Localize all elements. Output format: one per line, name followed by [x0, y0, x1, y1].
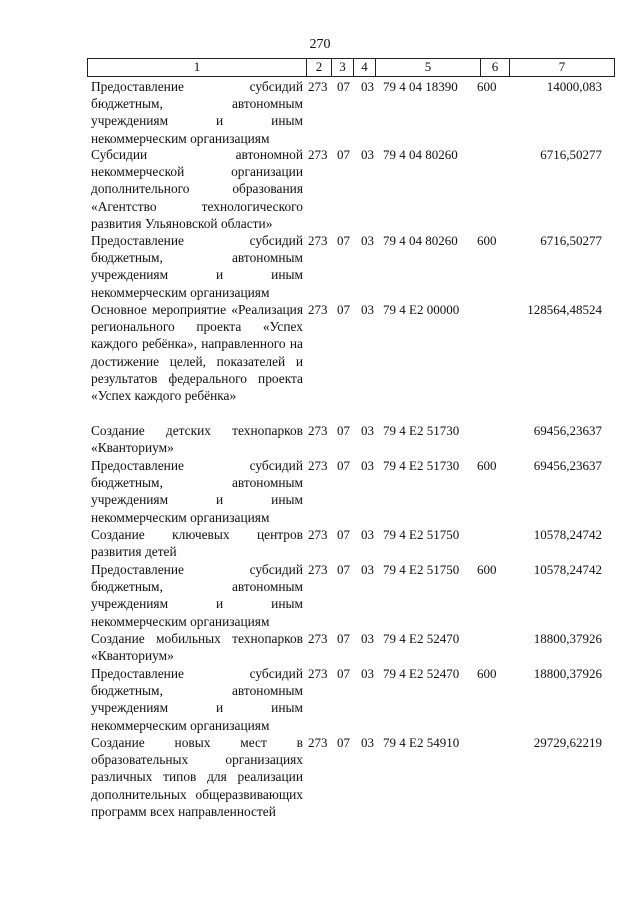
row-col-7: 6716,50277: [540, 233, 602, 248]
row-col-2: 273: [308, 79, 328, 94]
row-description: Предоставление субсидий бюджетным, автономным учреждениям и иным некоммерческим организациям: [91, 458, 303, 525]
table-row: [0, 665, 640, 734]
row-col-3: 07: [337, 79, 350, 94]
row-col-3: 07: [337, 735, 350, 750]
row-col-4: 03: [361, 79, 374, 94]
row-description: Создание новых мест в образовательных организациях различных типов для реализации дополнительных общеразвивающих программ всех направленностей: [91, 735, 303, 819]
header-col-4: 4: [353, 59, 375, 76]
header-col-7: 7: [509, 59, 615, 76]
table-row: [0, 146, 640, 232]
row-col-5: 79 4 E2 51730: [383, 458, 460, 473]
row-col-6: 600: [477, 233, 497, 248]
row-col-3: 07: [337, 527, 350, 542]
row-col-2: 273: [308, 527, 328, 542]
row-col-7: 6716,50277: [540, 147, 602, 162]
row-col-5: 79 4 E2 51750: [383, 527, 460, 542]
row-col-7: 10578,24742: [533, 562, 602, 577]
row-col-6: 600: [477, 562, 497, 577]
row-description: Создание ключевых центров развития детей: [91, 527, 303, 560]
row-col-3: 07: [337, 666, 350, 681]
table-row: [0, 301, 640, 422]
row-col-4: 03: [361, 527, 374, 542]
header-col-2: 2: [306, 59, 331, 76]
row-col-7: 69456,23637: [533, 458, 602, 473]
row-col-4: 03: [361, 302, 374, 317]
row-col-3: 07: [337, 631, 350, 646]
table-row: [0, 526, 640, 561]
row-col-7: 69456,23637: [533, 423, 602, 438]
table-row: [0, 630, 640, 665]
table-row: [0, 422, 640, 457]
table-row: [0, 457, 640, 526]
row-description: Субсидии автономной некоммерческой организации дополнительного образования «Агентство технологического развития Ульяновской области»: [91, 147, 303, 231]
row-col-2: 273: [308, 666, 328, 681]
row-description: Основное мероприятие «Реализация регионального проекта «Успех каждого ребёнка», направленного на достижение целей, показателей и результатов федерального проекта «Успех каждого ребёнка»: [91, 302, 303, 404]
row-col-4: 03: [361, 458, 374, 473]
row-col-4: 03: [361, 631, 374, 646]
row-col-7: 14000,083: [546, 79, 602, 94]
row-description: Создание мобильных технопарков «Кванториум»: [91, 631, 303, 664]
table-header: [87, 58, 615, 77]
table-row: [0, 561, 640, 630]
row-col-4: 03: [361, 147, 374, 162]
row-col-4: 03: [361, 423, 374, 438]
row-col-5: 79 4 E2 54910: [383, 735, 460, 750]
row-col-5: 79 4 E2 52470: [383, 631, 460, 646]
row-col-5: 79 4 04 18390: [383, 79, 458, 94]
row-col-6: 600: [477, 79, 497, 94]
row-col-2: 273: [308, 631, 328, 646]
header-col-1: 1: [87, 59, 306, 76]
row-col-2: 273: [308, 735, 328, 750]
row-col-7: 29729,62219: [533, 735, 602, 750]
row-col-6: 600: [477, 666, 497, 681]
row-col-4: 03: [361, 233, 374, 248]
table-row: [0, 734, 640, 844]
row-col-3: 07: [337, 458, 350, 473]
row-col-7: 128564,48524: [527, 302, 602, 317]
row-col-4: 03: [361, 562, 374, 577]
row-col-5: 79 4 E2 52470: [383, 666, 460, 681]
row-col-7: 18800,37926: [533, 666, 602, 681]
row-description: Предоставление субсидий бюджетным, автономным учреждениям и иным некоммерческим организациям: [91, 233, 303, 300]
row-col-6: 600: [477, 458, 497, 473]
row-col-3: 07: [337, 302, 350, 317]
header-col-3: 3: [331, 59, 353, 76]
row-col-2: 273: [308, 423, 328, 438]
row-col-4: 03: [361, 735, 374, 750]
row-col-7: 10578,24742: [533, 527, 602, 542]
row-description: Предоставление субсидий бюджетным, автономным учреждениям и иным некоммерческим организациям: [91, 79, 303, 146]
row-col-5: 79 4 04 80260: [383, 233, 458, 248]
page-number: 270: [309, 37, 331, 52]
row-description: Создание детских технопарков «Кванториум»: [91, 423, 303, 456]
row-col-2: 273: [308, 562, 328, 577]
row-col-4: 03: [361, 666, 374, 681]
row-col-2: 273: [308, 302, 328, 317]
row-col-5: 79 4 E2 51750: [383, 562, 460, 577]
table-row: [0, 78, 640, 146]
row-description: Предоставление субсидий бюджетным, автономным учреждениям и иным некоммерческим организациям: [91, 562, 303, 629]
header-col-6: 6: [480, 59, 509, 76]
row-col-5: 79 4 E2 51730: [383, 423, 460, 438]
row-col-3: 07: [337, 562, 350, 577]
table-row: [0, 232, 640, 301]
row-col-5: 79 4 E2 00000: [383, 302, 460, 317]
row-description: Предоставление субсидий бюджетным, автономным учреждениям и иным некоммерческим организациям: [91, 666, 303, 733]
row-col-3: 07: [337, 423, 350, 438]
row-col-2: 273: [308, 458, 328, 473]
row-col-5: 79 4 04 80260: [383, 147, 458, 162]
row-col-2: 273: [308, 233, 328, 248]
row-col-7: 18800,37926: [533, 631, 602, 646]
row-col-3: 07: [337, 147, 350, 162]
row-col-2: 273: [308, 147, 328, 162]
header-col-5: 5: [375, 59, 480, 76]
row-col-3: 07: [337, 233, 350, 248]
